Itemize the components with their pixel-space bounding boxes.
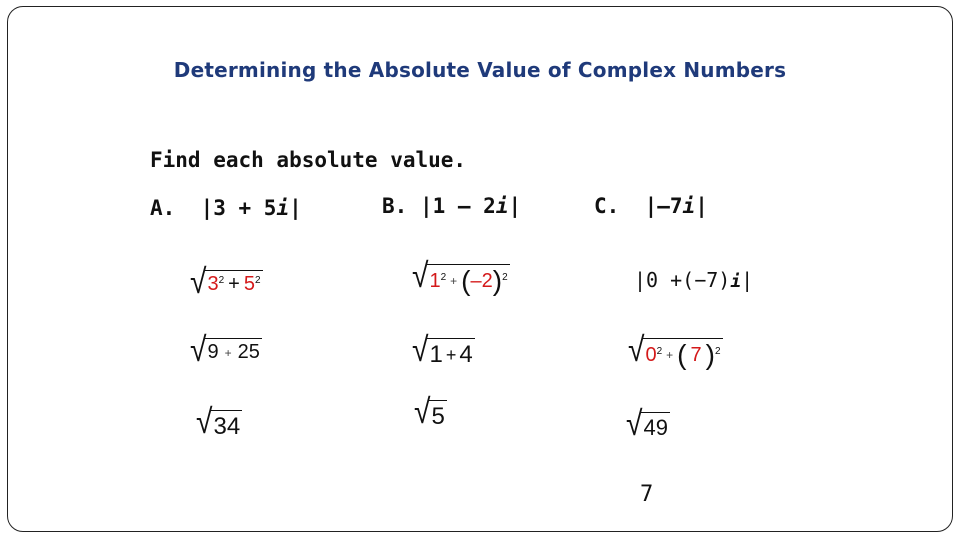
problem-c-expr-pre: |–7: [644, 194, 683, 218]
c-s0-i: i: [730, 271, 742, 292]
c-s3: 49: [643, 415, 668, 440]
b-step2: [412, 331, 475, 370]
problem-a-expr-i: i: [276, 196, 290, 220]
radical-sign-icon: √: [628, 331, 645, 370]
c-s1-op: +: [666, 348, 674, 362]
b-step1: √ 1 2 + ( –2 ) 2: [412, 257, 508, 296]
problem-b-expr-pre: |1 – 2: [419, 194, 496, 218]
problem-b-expr-post: |: [508, 194, 522, 218]
a-s2-a: 9: [207, 341, 219, 363]
c-s0-pre: |0 +(−7): [634, 268, 731, 292]
radical-sign-icon: √: [190, 331, 207, 370]
c-s1-base1: 0: [645, 343, 657, 366]
b-step3: [414, 393, 447, 432]
a-s1-base2: 5: [243, 273, 255, 295]
problem-a-header: [150, 196, 302, 220]
a-s3: 34: [213, 413, 241, 440]
radical-sign-icon: √: [412, 257, 429, 296]
c-s1-exp2: 2: [714, 345, 721, 357]
radical-sign-icon: √: [626, 405, 643, 444]
problem-b-header: [382, 194, 521, 218]
problem-b-expr-i: i: [495, 194, 509, 218]
a-step3: [196, 403, 242, 442]
problem-c-label: C.: [594, 194, 620, 218]
b-s1-base1: 1: [429, 269, 441, 292]
a-step1: [190, 263, 263, 302]
a-s1-op: +: [228, 273, 240, 295]
c-s1-base2: 7: [690, 343, 702, 366]
problem-c-header: [594, 194, 708, 218]
b-s1-exp1: 2: [440, 271, 447, 283]
b-s2-a: 1: [429, 341, 443, 368]
b-s3: 5: [431, 403, 445, 430]
c-s1-exp1: 2: [656, 345, 663, 357]
c-result: 7: [640, 482, 654, 507]
problem-a-expr-pre: |3 + 5: [200, 196, 277, 220]
problem-b-label: B.: [382, 194, 408, 218]
b-s1-exp2: 2: [502, 271, 508, 283]
a-step2: [190, 331, 262, 370]
c-s0-post: |: [741, 268, 754, 292]
c-step1: √ 0 2 + ( 7 ) 2: [628, 331, 721, 370]
a-s1-exp2: 2: [254, 275, 261, 286]
b-s2-b: 4: [459, 341, 473, 368]
radical-sign-icon: √: [196, 403, 213, 442]
problem-c-expr-post: |: [695, 194, 708, 218]
radical-sign-icon: √: [412, 331, 429, 370]
a-s1-base1: 3: [207, 273, 219, 295]
instruction-text: Find each absolute value.: [150, 148, 467, 172]
c-step3: [626, 405, 670, 444]
b-s1-op: +: [450, 274, 458, 288]
radical-sign-icon: √: [190, 263, 207, 302]
a-s2-op: +: [224, 345, 232, 360]
b-s2-op: +: [445, 344, 457, 365]
radical-sign-icon: √: [414, 393, 431, 432]
slide-title: Determining the Absolute Value of Complex Numbers: [173, 58, 787, 82]
a-s1-exp1: 2: [218, 275, 225, 286]
b-s1-base2: –2: [470, 269, 493, 292]
problem-a-label: A.: [150, 196, 176, 220]
problem-a-expr-post: |: [289, 196, 302, 220]
a-s2-b: 25: [237, 341, 260, 363]
c-step0: [634, 268, 753, 292]
problem-c-expr-i: i: [682, 194, 696, 218]
